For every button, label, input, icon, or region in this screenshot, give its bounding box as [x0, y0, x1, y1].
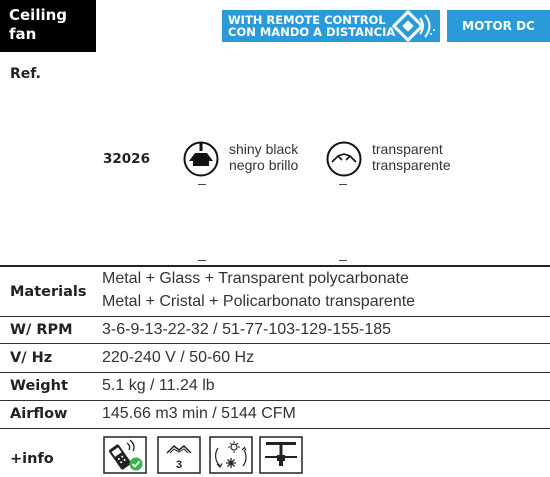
blades-count-icon: [157, 436, 201, 474]
motor-dc-badge: MOTOR DC: [447, 10, 550, 42]
finish-name-es: transparente: [372, 157, 451, 173]
remote-signal-icon: [378, 10, 438, 42]
shiny-black-fan-swatch-icon: [183, 141, 219, 177]
blades-count-label: 3: [175, 459, 183, 471]
materials-value-es: Metal + Cristal + Policarbonato transparente: [102, 293, 416, 310]
voltage-value: 220-240 V / 50-60 Hz: [102, 349, 255, 366]
materials-label: Materials: [10, 284, 87, 300]
row-divider: [0, 428, 550, 429]
swatch-underline: [198, 184, 206, 185]
info-label: +info: [10, 451, 54, 467]
row-divider: [0, 343, 550, 344]
rpm-value: 3-6-9-13-22-32 / 51-77-103-129-155-185: [102, 321, 392, 338]
remote-control-app-icon: [103, 436, 147, 474]
row-divider: [0, 316, 550, 317]
voltage-label: V/ Hz: [10, 350, 53, 366]
summer-winter-mode-icon: [209, 436, 253, 474]
transparent-blades-swatch-icon: [326, 141, 362, 177]
finish-name-en: shiny black: [229, 141, 299, 157]
product-type-line-2: fan: [9, 25, 37, 43]
section-divider: [0, 265, 550, 267]
swatch-underline: [339, 184, 347, 185]
product-type-line-1: Ceiling: [9, 6, 68, 24]
row-divider: [0, 372, 550, 373]
remote-banner-line-2: CON MANDO A DISTANCIA: [228, 24, 396, 39]
weight-value: 5.1 kg / 11.24 lb: [102, 377, 215, 394]
finish-name-en: transparent: [372, 141, 443, 157]
product-type-title: [0, 0, 96, 52]
remote-banner-line-1: WITH REMOTE CONTROL: [228, 13, 386, 27]
ref-number: 32026: [103, 151, 150, 167]
weight-label: Weight: [10, 378, 68, 394]
finish-name-es: negro brillo: [229, 157, 299, 173]
ref-label: Ref.: [10, 66, 41, 82]
rpm-label: W/ RPM: [10, 322, 73, 338]
swatch-underline: [339, 260, 347, 261]
remote-control-banner: [222, 10, 440, 42]
finish-shiny-black: [229, 141, 298, 173]
ceiling-mount-icon: [259, 436, 303, 474]
swatch-underline: [198, 260, 206, 261]
airflow-label: Airflow: [10, 406, 68, 422]
finish-transparent: [372, 141, 451, 173]
materials-value-en: Metal + Glass + Transparent polycarbonate: [102, 270, 409, 287]
airflow-value: 145.66 m3 min / 5144 CFM: [102, 405, 296, 422]
row-divider: [0, 400, 550, 401]
